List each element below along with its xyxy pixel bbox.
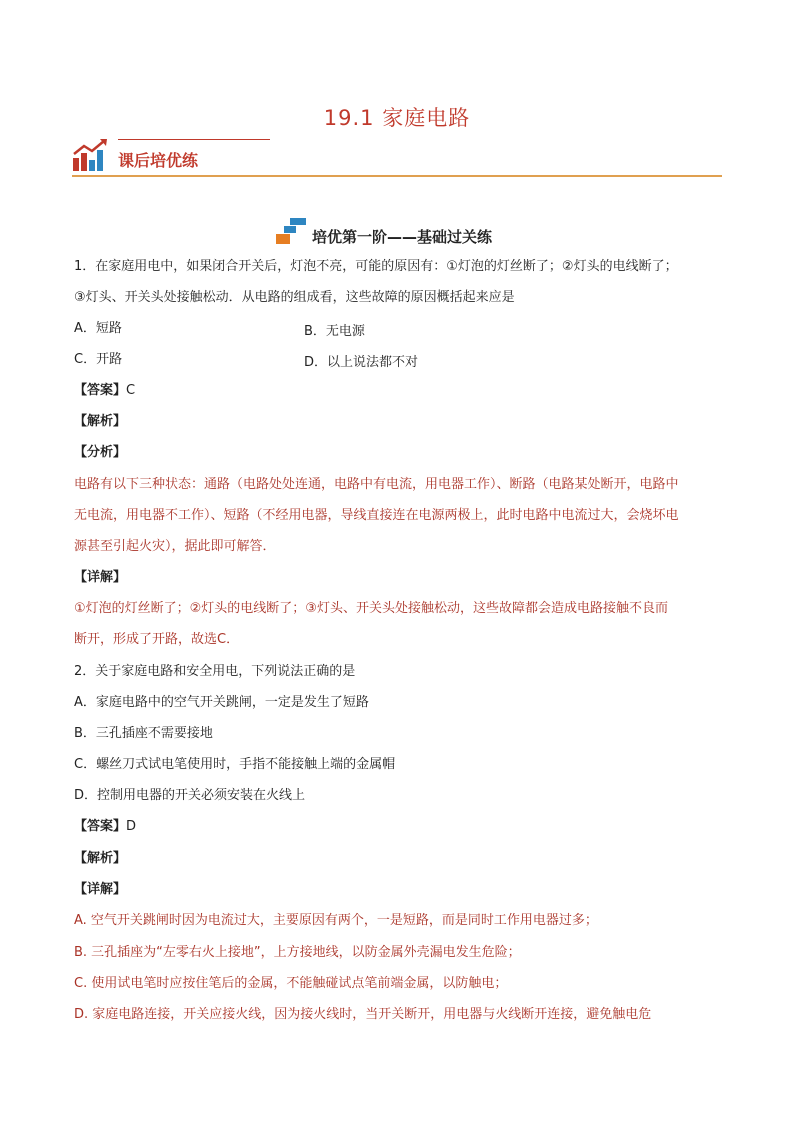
q2-detail-a: A. 空气开关跳闸时因为电流过大，主要原因有两个，一是短路，而是同时工作用电器过多； [74, 913, 598, 928]
q2-option-d: D．控制用电器的开关必须安装在火线上 [74, 788, 306, 803]
q2-jiexi-label: 【解析】 [74, 851, 127, 866]
page-title: 19.1 家庭电路 [323, 106, 471, 130]
bar-chart-arrow-icon [72, 138, 108, 172]
q2-stem: 2．关于家庭电路和安全用电，下列说法正确的是 [74, 664, 356, 679]
q1-answer-value: C [126, 383, 136, 398]
q1-analysis-line3: 源甚至引起火灾），据此即可解答． [74, 539, 276, 554]
q2-detail-b: B. 三孔插座为“左零右火上接地”，上方接地线，以防金属外壳漏电发生危险； [74, 945, 521, 960]
banner-bottom-rule [72, 175, 722, 177]
section-banner [72, 138, 722, 178]
q2-detail-d: D. 家庭电路连接，开关应接火线，因为接火线时，当开关断开，用电器与火线断开连接，避免触电危 [74, 1007, 652, 1022]
q1-option-a: A．短路 [74, 321, 122, 336]
q2-xiangjie-label: 【详解】 [74, 882, 127, 897]
section-heading-label: 培优第一阶——基础过关练 [312, 228, 493, 246]
q1-xiangjie-label: 【详解】 [74, 570, 127, 585]
q1-jiexi-label: 【解析】 [74, 414, 127, 429]
banner-label: 课后培优练 [118, 151, 199, 170]
q2-option-a: A．家庭电路中的空气开关跳闸，一定是发生了短路 [74, 695, 369, 710]
q1-analysis-line1: 电路有以下三种状态：通路（电路处处连通，电路中有电流，用电器工作）、断路（电路某处断开，电路中 [74, 477, 679, 492]
q1-option-b: B．无电源 [304, 324, 365, 339]
q1-detail-line2: 断开，形成了开路，故选C． [74, 632, 240, 647]
q1-option-c: C．开路 [74, 352, 123, 367]
q1-stem-line2: ③灯头、开关头处接触松动．从电路的组成看，这些故障的原因概括起来应是 [74, 290, 515, 305]
q2-answer-label: 【答案】 [74, 819, 127, 834]
q1-answer-label: 【答案】 [74, 383, 127, 398]
q1-option-d: D．以上说法都不对 [304, 355, 419, 370]
q2-option-b: B．三孔插座不需要接地 [74, 726, 213, 741]
q1-analysis-line2: 无电流，用电器不工作）、短路（不经用电器，导线直接连在电源两极上，此时电路中电流过大，会烧坏电 [74, 508, 679, 523]
q2-answer-value: D [126, 819, 137, 834]
section-heading [0, 226, 794, 250]
q1-detail-line1: ①灯泡的灯丝断了；②灯头的电线断了；③灯头、开关头处接触松动，这些故障都会造成电路接触不良而 [74, 601, 668, 616]
q2-option-c: C．螺丝刀式试电笔使用时，手指不能接触上端的金属帽 [74, 757, 396, 772]
q2-detail-c: C. 使用试电笔时应按住笔后的金属，不能触碰试点笔前端金属，以防触电； [74, 976, 508, 991]
q2-answer [74, 818, 136, 836]
q1-stem-line1: 1．在家庭用电中，如果闭合开关后，灯泡不亮，可能的原因有：①灯泡的灯丝断了；②灯头的电线断了； [74, 259, 678, 274]
banner-top-rule [118, 139, 270, 140]
q1-answer [74, 382, 135, 400]
q1-fenxi-label: 【分析】 [74, 445, 127, 460]
stairs-icon [276, 218, 308, 246]
